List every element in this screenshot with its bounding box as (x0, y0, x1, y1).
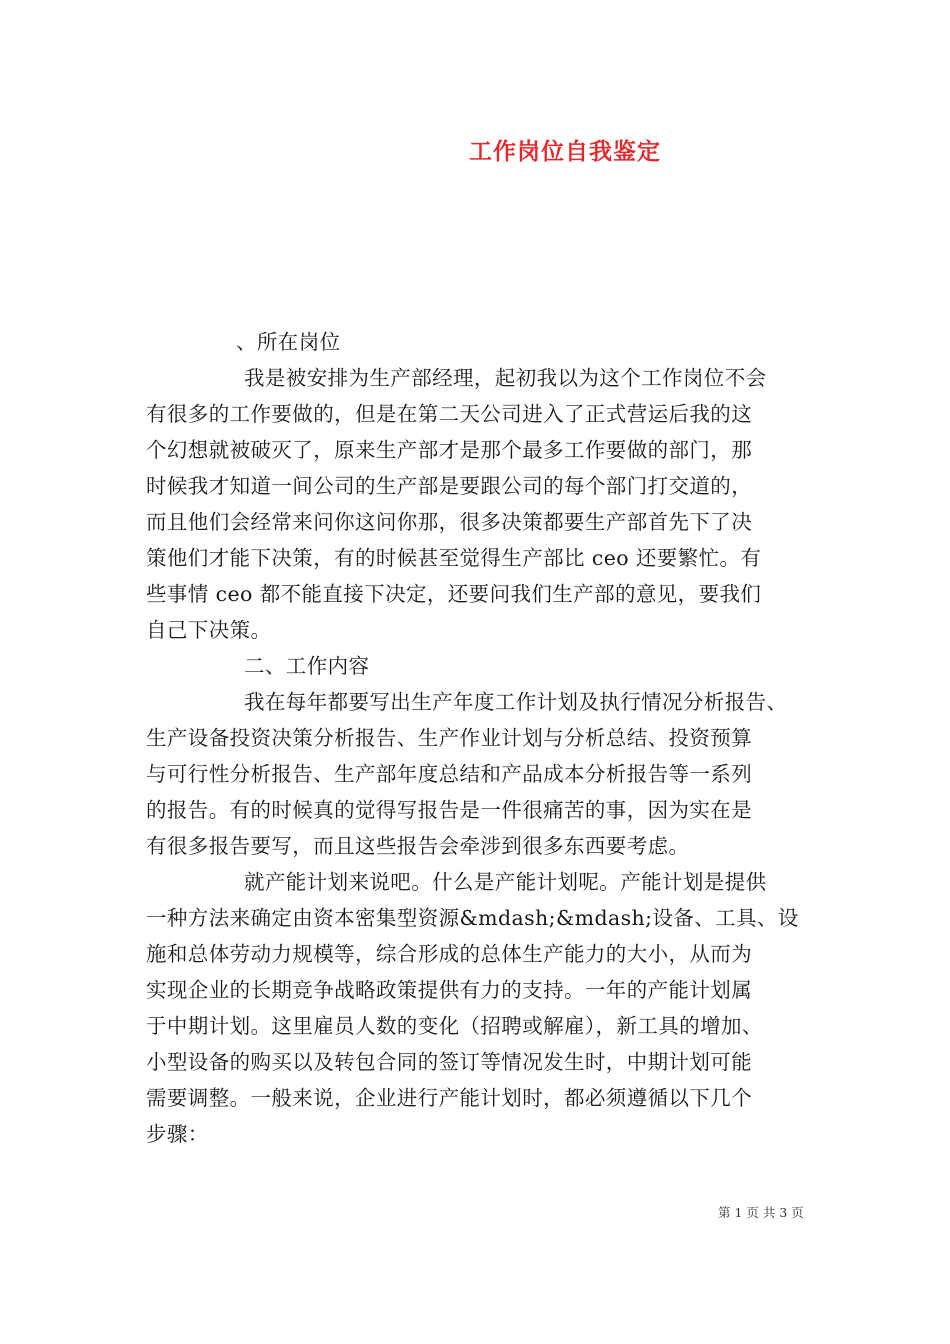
paragraph-line: 而且他们会经常来问你这问你那，很多决策都要生产部首先下了决 (146, 510, 753, 534)
paragraph-line: 时候我才知道一间公司的生产部是要跟公司的每个部门打交道的， (146, 474, 753, 498)
paragraph-line: 一种方法来确定由资本密集型资源&mdash;&mdash;设备、工具、设 (146, 906, 799, 930)
paragraph-line: 些事情 ceo 都不能直接下决定，还要问我们生产部的意见，要我们 (146, 582, 762, 606)
paragraph-line: 有很多的工作要做的，但是在第二天公司进入了正式营运后我的这 (146, 402, 753, 426)
paragraph-line: 需要调整。一般来说，企业进行产能计划时，都必须遵循以下几个 (146, 1086, 753, 1110)
paragraph-line: 就产能计划来说吧。什么是产能计划呢。产能计划是提供 (244, 870, 767, 894)
paragraph-line: 有很多报告要写，而且这些报告会牵涉到很多东西要考虑。 (146, 834, 690, 858)
paragraph-line: 生产设备投资决策分析报告、生产作业计划与分析总结、投资预算 (146, 726, 753, 750)
paragraph-line: 于中期计划。这里雇员人数的变化（招聘或解雇），新工具的增加、 (146, 1014, 763, 1038)
paragraph-line: 我是被安排为生产部经理，起初我以为这个工作岗位不会 (244, 366, 767, 390)
paragraph-line: 自己下决策。 (146, 618, 272, 642)
page-number: 第 1 页 共 3 页 (718, 1205, 804, 1220)
paragraph-line: 步骤： (146, 1122, 209, 1146)
paragraph-line: 施和总体劳动力规模等，综合形成的总体生产能力的大小，从而为 (146, 942, 753, 966)
document-body (146, 324, 810, 1152)
paragraph-line: 实现企业的长期竞争战略政策提供有力的支持。一年的产能计划属 (146, 978, 753, 1002)
paragraph-line: 策他们才能下决策，有的时候甚至觉得生产部比 ceo 还要繁忙。有 (146, 546, 762, 570)
paragraph-line: 与可行性分析报告、生产部年度总结和产品成本分析报告等一系列 (146, 762, 753, 786)
paragraph-line: 小型设备的购买以及转包合同的签订等情况发生时，中期计划可能 (146, 1050, 753, 1074)
section-heading: 、所在岗位 (236, 330, 341, 354)
document-title: 工作岗位自我鉴定 (469, 139, 661, 165)
paragraph-line: 我在每年都要写出生产年度工作计划及执行情况分析报告、 (244, 690, 788, 714)
paragraph-line: 的报告。有的时候真的觉得写报告是一件很痛苦的事，因为实在是 (146, 798, 753, 822)
paragraph-line: 个幻想就被破灭了，原来生产部才是那个最多工作要做的部门，那 (146, 438, 753, 462)
section-heading: 二、工作内容 (244, 654, 370, 678)
